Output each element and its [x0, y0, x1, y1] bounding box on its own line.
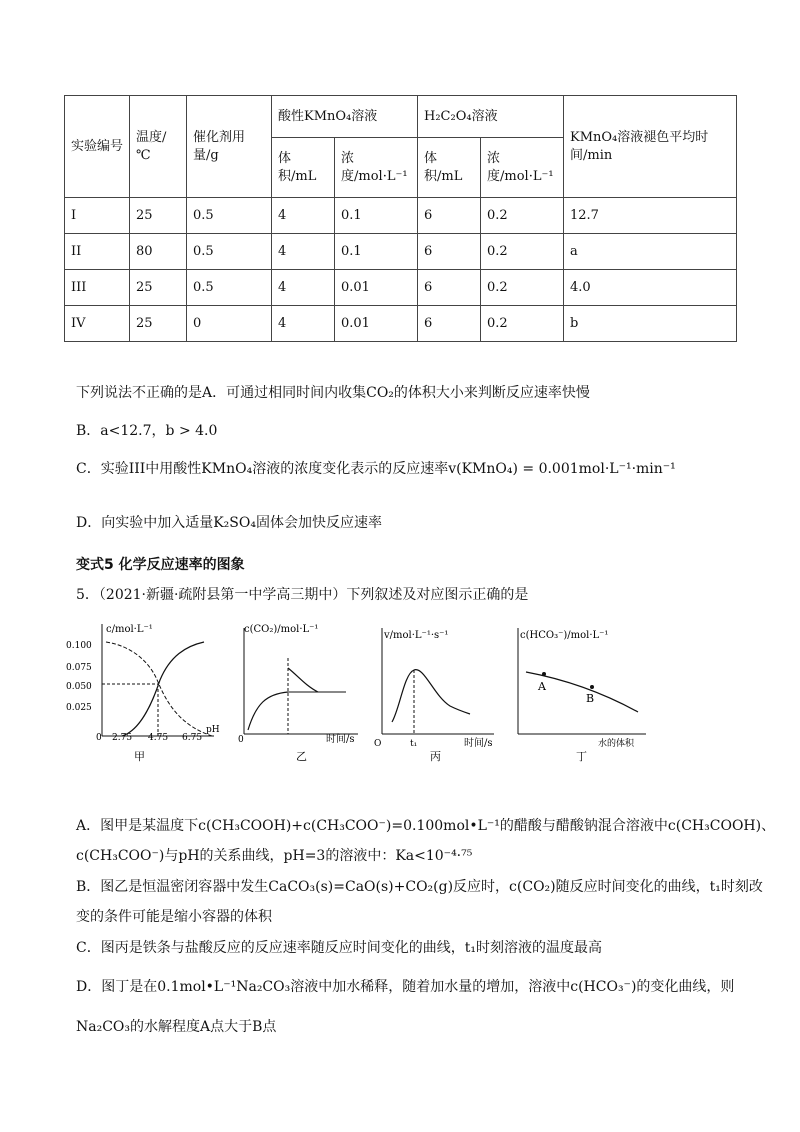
jia-ytick: 0.025	[66, 703, 92, 713]
bing-ylabel: v/mol·L⁻¹·s⁻¹	[384, 630, 449, 641]
yi-rise-curve	[248, 692, 288, 730]
jia-xtick: 0	[96, 733, 102, 743]
table-cell: 4	[272, 306, 335, 342]
table-cell: 0.1	[335, 234, 418, 270]
jia-xtick: 2.75	[112, 733, 133, 743]
table-cell: 0	[187, 306, 272, 342]
ding-xlabel: 水的体积	[598, 739, 635, 749]
jia-caption: 甲	[134, 750, 145, 763]
bing-t1-label: t₁	[410, 739, 418, 749]
jia-xlabel: pH	[206, 725, 220, 735]
table-cell: 6	[418, 270, 481, 306]
table-cell: a	[564, 234, 737, 270]
table-row	[65, 270, 737, 306]
bing-origin: O	[374, 739, 382, 749]
table-cell: 25	[130, 270, 187, 306]
figure-bing	[370, 618, 500, 768]
table-row	[65, 198, 737, 234]
jia-curve-acetic-acid	[106, 642, 212, 736]
table-cell: I	[65, 198, 130, 234]
ding-point-b	[590, 685, 594, 689]
jia-xtick: 4.75	[148, 733, 169, 743]
header-fade-time: KMnO₄溶液褪色平均时间/min	[564, 96, 737, 198]
header-kmno4-group: 酸性KMnO₄溶液	[272, 96, 418, 138]
q5-option-d-line2: Na₂CO₃的水解程度A点大于B点	[76, 1019, 277, 1035]
jia-ytick: 0.100	[66, 641, 92, 651]
table-cell: 0.2	[481, 270, 564, 306]
header-h2c2o4-volume: 体积/mL	[418, 138, 481, 198]
table-body	[65, 198, 737, 342]
section-heading: 变式5 化学反应速率的图象	[76, 557, 245, 573]
jia-ytick: 0.075	[66, 663, 92, 673]
header-h2c2o4-group: H₂C₂O₄溶液	[418, 96, 564, 138]
table-row	[65, 306, 737, 342]
yi-decay-curve	[288, 668, 318, 692]
table-cell: 4.0	[564, 270, 737, 306]
header-catalyst: 催化剂用量/g	[187, 96, 272, 198]
table-cell: b	[564, 306, 737, 342]
yi-xlabel: 时间/s	[326, 734, 355, 745]
table-cell: 0.01	[335, 306, 418, 342]
ding-caption: 丁	[576, 750, 587, 763]
table-cell: 0.5	[187, 198, 272, 234]
q5-option-b-line2: 变的条件可能是缩小容器的体积	[76, 909, 272, 925]
bing-caption: 丙	[430, 750, 441, 763]
header-experiment-id: 实验编号	[65, 96, 130, 198]
table-cell: 25	[130, 198, 187, 234]
table-cell: 0.1	[335, 198, 418, 234]
table-row	[65, 234, 737, 270]
table-cell: 4	[272, 198, 335, 234]
header-temperature: 温度/℃	[130, 96, 187, 198]
header-kmno4-conc: 浓度/mol·L⁻¹	[335, 138, 418, 198]
q5-option-c: C．图丙是铁条与盐酸反应的反应速率随反应时间变化的曲线，t₁时刻溶液的温度最高	[76, 940, 602, 956]
table-cell: 4	[272, 270, 335, 306]
q5-option-d-line1: D．图丁是在0.1mol•L⁻¹Na₂CO₃溶液中加水稀释，随着加水量的增加，溶液中c(HCO₃⁻)的变化曲线，则	[76, 979, 735, 995]
yi-ylabel: c(CO₂)/mol·L⁻¹	[244, 624, 319, 635]
table-cell: 6	[418, 234, 481, 270]
q4-option-b: B．a<12.7，b > 4.0	[76, 423, 218, 439]
q4-stem-option-a: 下列说法不正确的是A．可通过相同时间内收集CO₂的体积大小来判断反应速率快慢	[76, 385, 590, 401]
q4-option-c: C．实验III中用酸性KMnO₄溶液的浓度变化表示的反应速率v(KMnO₄) = 0.001mol·L⁻¹·min⁻¹	[76, 461, 676, 477]
q4-option-d: D．向实验中加入适量K₂SO₄固体会加快反应速率	[76, 515, 382, 531]
table-cell: 0.5	[187, 270, 272, 306]
table-cell: 6	[418, 306, 481, 342]
q5-stem: 5．（2021·新疆·疏附县第一中学高三期中）下列叙述及对应图示正确的是	[76, 587, 529, 603]
table-cell: 25	[130, 306, 187, 342]
table-cell: 4	[272, 234, 335, 270]
bing-xlabel: 时间/s	[464, 738, 493, 749]
table-cell: 12.7	[564, 198, 737, 234]
experiment-table	[64, 95, 737, 342]
jia-ylabel: c/mol·L⁻¹	[106, 624, 153, 635]
table-cell: 0.2	[481, 198, 564, 234]
bing-rate-curve	[392, 670, 470, 722]
header-h2c2o4-conc: 浓度/mol·L⁻¹	[481, 138, 564, 198]
jia-ytick: 0.050	[66, 682, 92, 692]
table-cell: III	[65, 270, 130, 306]
table-cell: 0.01	[335, 270, 418, 306]
ding-label-b: B	[586, 692, 595, 705]
q5-option-b-line1: B．图乙是恒温密闭容器中发生CaCO₃(s)=CaO(s)+CO₂(g)反应时，c(CO₂)随反应时间变化的曲线，t₁时刻改	[76, 879, 763, 895]
ding-point-a	[542, 672, 546, 676]
q5-option-a-line1: A．图甲是某温度下c(CH₃COOH)+c(CH₃COO⁻)=0.100mol•L⁻¹的醋酸与醋酸钠混合溶液中c(CH₃COOH)、	[76, 818, 776, 834]
yi-caption: 乙	[296, 750, 307, 763]
jia-curve-acetate	[122, 642, 204, 736]
ding-label-a: A	[538, 680, 546, 693]
figure-ding	[508, 618, 658, 768]
yi-origin: 0	[238, 735, 244, 745]
jia-xtick: 6.75	[182, 733, 203, 743]
table-cell: 0.5	[187, 234, 272, 270]
table-cell: IV	[65, 306, 130, 342]
table-cell: 80	[130, 234, 187, 270]
table-cell: 6	[418, 198, 481, 234]
table-cell: 0.2	[481, 306, 564, 342]
q5-option-a-line2: c(CH₃COO⁻)与pH的关系曲线，pH=3的溶液中：Ka<10⁻⁴·⁷⁵	[76, 848, 473, 864]
table-cell: 0.2	[481, 234, 564, 270]
ding-ylabel: c(HCO₃⁻)/mol·L⁻¹	[520, 630, 609, 641]
figure-jia	[62, 618, 222, 768]
figure-yi	[234, 618, 364, 768]
table-cell: II	[65, 234, 130, 270]
header-kmno4-volume: 体积/mL	[272, 138, 335, 198]
